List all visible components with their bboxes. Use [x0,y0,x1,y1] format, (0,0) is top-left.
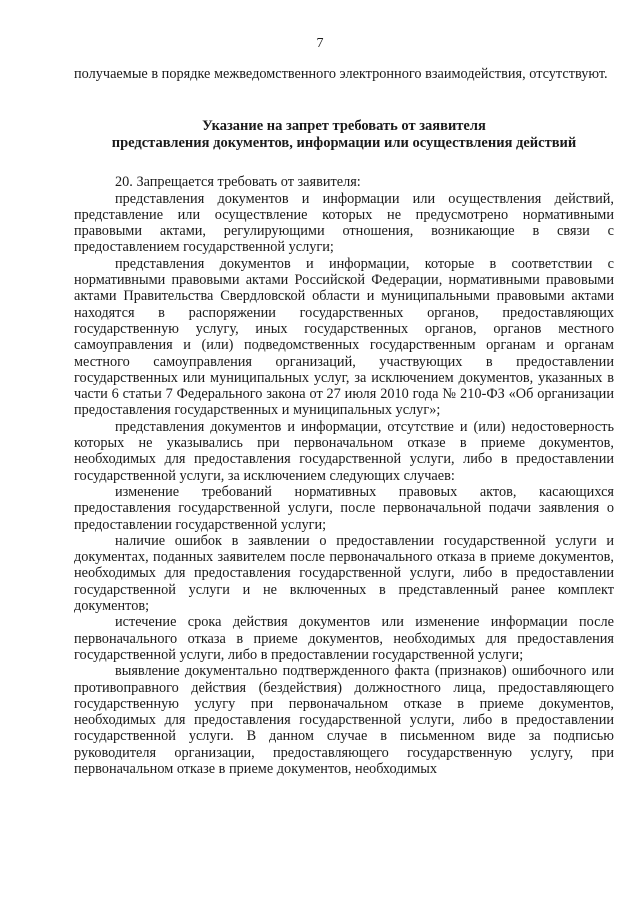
paragraph-case-errors: наличие ошибок в заявлении о предоставлении государственной услуги и документах, поданных заявителем после первоначального отказа в приеме документов, необходимых для предоставления государственной услуги, либо в предоставлении государственной услуги и не включенных в представленный ранее комплект документов; [74,532,614,615]
paragraph-documents-not-indicated: представления документов и информации, отсутствие и (или) недостоверность которых не указывались при первоначальном отказе в приеме документов, необходимых для предоставления государственной услуги, либо в предоставлении государственной услуги, за исключением следующих случаев: [74,418,614,484]
section-heading [74,118,614,152]
section-heading-line-2: представления документов, информации или осуществления действий [111,135,577,152]
section-heading-line-1: Указание на запрет требовать от заявителя [202,118,486,135]
paragraph-unregulated-documents: представления документов и информации или осуществления действий, представление или осуществление которых не предусмотрено нормативными правовыми актами, регулирующими отношения, возникающие в связи с предоставлением государственной услуги; [74,190,614,256]
page-number: 7 [316,36,324,51]
paragraph-case-expiry: истечение срока действия документов или изменение информации после первоначального отказа в приеме документов, необходимых для предоставления государственной услуги, либо в предоставлении государственной услуги; [74,614,614,663]
paragraph-documents-in-possession: представления документов и информации, которые в соответствии с нормативными правовыми актами Российской Федерации, нормативными правовыми актами Правительства Свердловской области и муниципальными правовыми актами находятся в распоряжении государственных органов, предоставляющих государственную услугу, иных государственных органов, органов местного самоуправления и (или) подведомственных государственным органам и органам местного самоуправления организаций, участвующих в предоставлении государственных или муниципальных услуг, за исключением документов, указанных в части 6 статьи 7 Федерального закона от 27 июля 2010 года № 210-ФЗ «Об организации предоставления государственных и муниципальных услуг»; [74,255,614,419]
document-body [74,66,614,777]
paragraph-item-20: 20. Запрещается требовать от заявителя: [115,174,361,191]
intro-paragraph: получаемые в порядке межведомственного электронного взаимодействия, отсутствуют. [74,66,608,82]
paragraph-case-erroneous-action: выявление документально подтвержденного факта (признаков) ошибочного или противоправного действия (бездействия) должностного лица, предоставляющего государственную услугу при первоначальном отказе в приеме документов, необходимых для предоставления государственной услуги, либо в предоставлении государственной услуги. В данном случае в письменном виде за подписью руководителя организации, предоставляющего государственную услугу, при первоначальном отказе в приеме документов, необходимых [74,663,614,777]
paragraph-case-requirements-change: изменение требований нормативных правовых актов, касающихся предоставления государственной услуги, после первоначальной подачи заявления о предоставлении государственной услуги; [74,483,614,533]
